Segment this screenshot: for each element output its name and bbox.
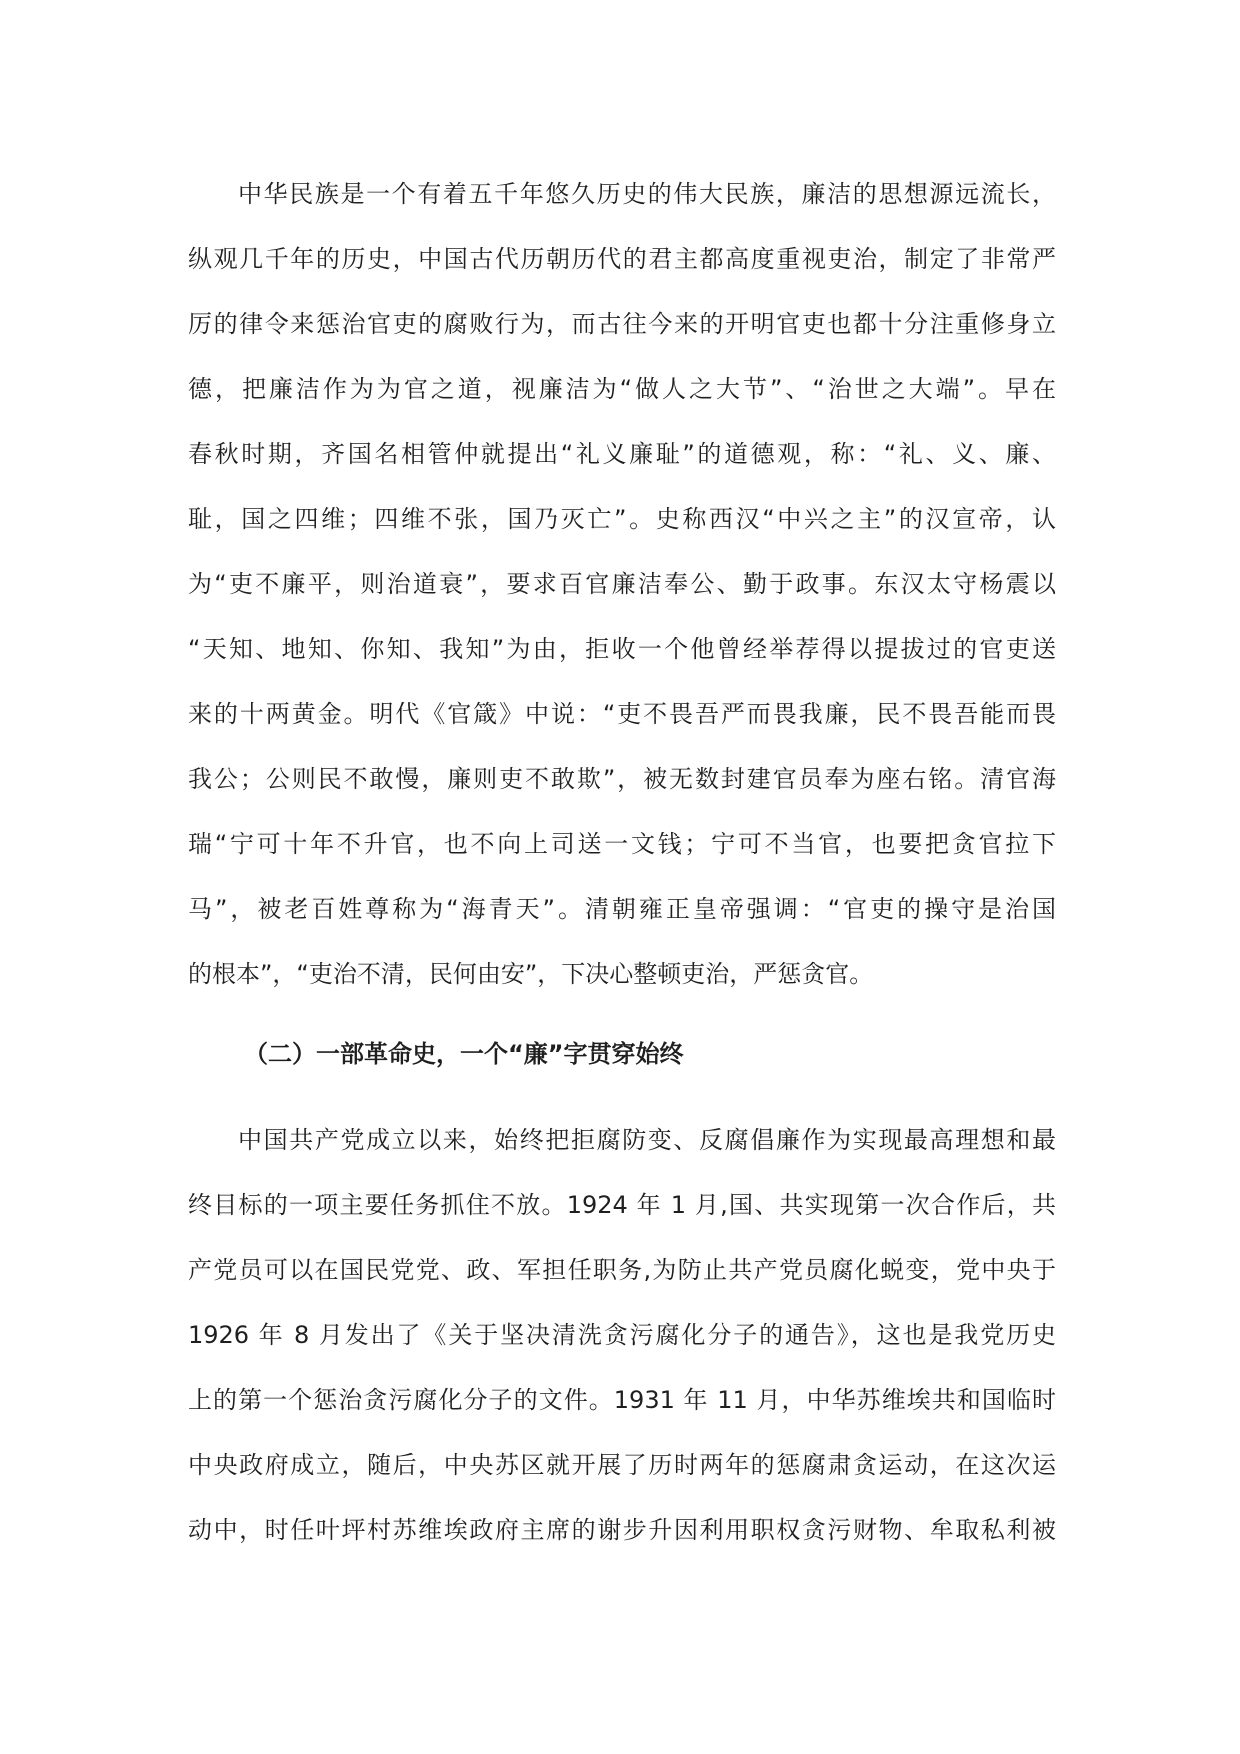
paragraph-line: 纵观几千年的历史，中国古代历朝历代的君主都高度重视吏治，制定了非常严 [188, 245, 1056, 273]
paragraph-line: 终目标的一项主要任务抓住不放。1924 年 1 月,国、共实现第一次合作后，共 [188, 1191, 1056, 1219]
paragraph-line: “天知、地知、你知、我知”为由，拒收一个他曾经举荐得以提拔过的官吏送 [188, 635, 1056, 663]
paragraph-line: 厉的律令来惩治官吏的腐败行为，而古往今来的开明官吏也都十分注重修身立 [188, 310, 1056, 338]
paragraph-party-history [188, 1108, 1056, 1563]
paragraph-line: 中华民族是一个有着五千年悠久历史的伟大民族，廉洁的思想源远流长， [238, 180, 1056, 208]
paragraph-line: 中国共产党成立以来，始终把拒腐防变、反腐倡廉作为实现最高理想和最 [238, 1126, 1056, 1154]
paragraph-line: 来的十两黄金。明代《官箴》中说：“吏不畏吾严而畏我廉，民不畏吾能而畏 [188, 700, 1056, 728]
paragraph-line: 瑞“宁可十年不升官，也不向上司送一文钱；宁可不当官，也要把贪官拉下 [188, 830, 1056, 858]
paragraph-line: 马”，被老百姓尊称为“海青天”。清朝雍正皇帝强调：“官吏的操守是治国 [188, 895, 1056, 923]
paragraph-line: 上的第一个惩治贪污腐化分子的文件。1931 年 11 月，中华苏维埃共和国临时 [188, 1386, 1056, 1414]
paragraph-line: 我公；公则民不敢慢，廉则吏不敢欺”，被无数封建官员奉为座右铭。清官海 [188, 765, 1056, 793]
section-heading: （二）一部革命史，一个“廉”字贯穿始终 [244, 1040, 684, 1068]
paragraph-ancient-integrity [188, 162, 1056, 1007]
paragraph-line: 产党员可以在国民党党、政、军担任职务,为防止共产党员腐化蜕变，党中央于 [188, 1256, 1056, 1284]
paragraph-line: 中央政府成立，随后，中央苏区就开展了历时两年的惩腐肃贪运动，在这次运 [188, 1451, 1056, 1479]
paragraph-line: 耻，国之四维；四维不张，国乃灭亡”。史称西汉“中兴之主”的汉宣帝，认 [188, 505, 1056, 533]
paragraph-line: 德，把廉洁作为为官之道，视廉洁为“做人之大节”、“治世之大端”。早在 [188, 375, 1056, 403]
paragraph-line: 动中，时任叶坪村苏维埃政府主席的谢步升因利用职权贪污财物、牟取私利被 [188, 1516, 1056, 1544]
paragraph-line: 为“吏不廉平，则治道衰”，要求百官廉洁奉公、勤于政事。东汉太守杨震以 [188, 570, 1056, 598]
paragraph-line: 的根本”，“吏治不清，民何由安”，下决心整顿吏治，严惩贪官。 [188, 960, 874, 988]
paragraph-line: 春秋时期，齐国名相管仲就提出“礼义廉耻”的道德观，称：“礼、义、廉、 [188, 440, 1056, 468]
paragraph-line: 1926 年 8 月发出了《关于坚决清洗贪污腐化分子的通告》，这也是我党历史 [188, 1321, 1056, 1349]
